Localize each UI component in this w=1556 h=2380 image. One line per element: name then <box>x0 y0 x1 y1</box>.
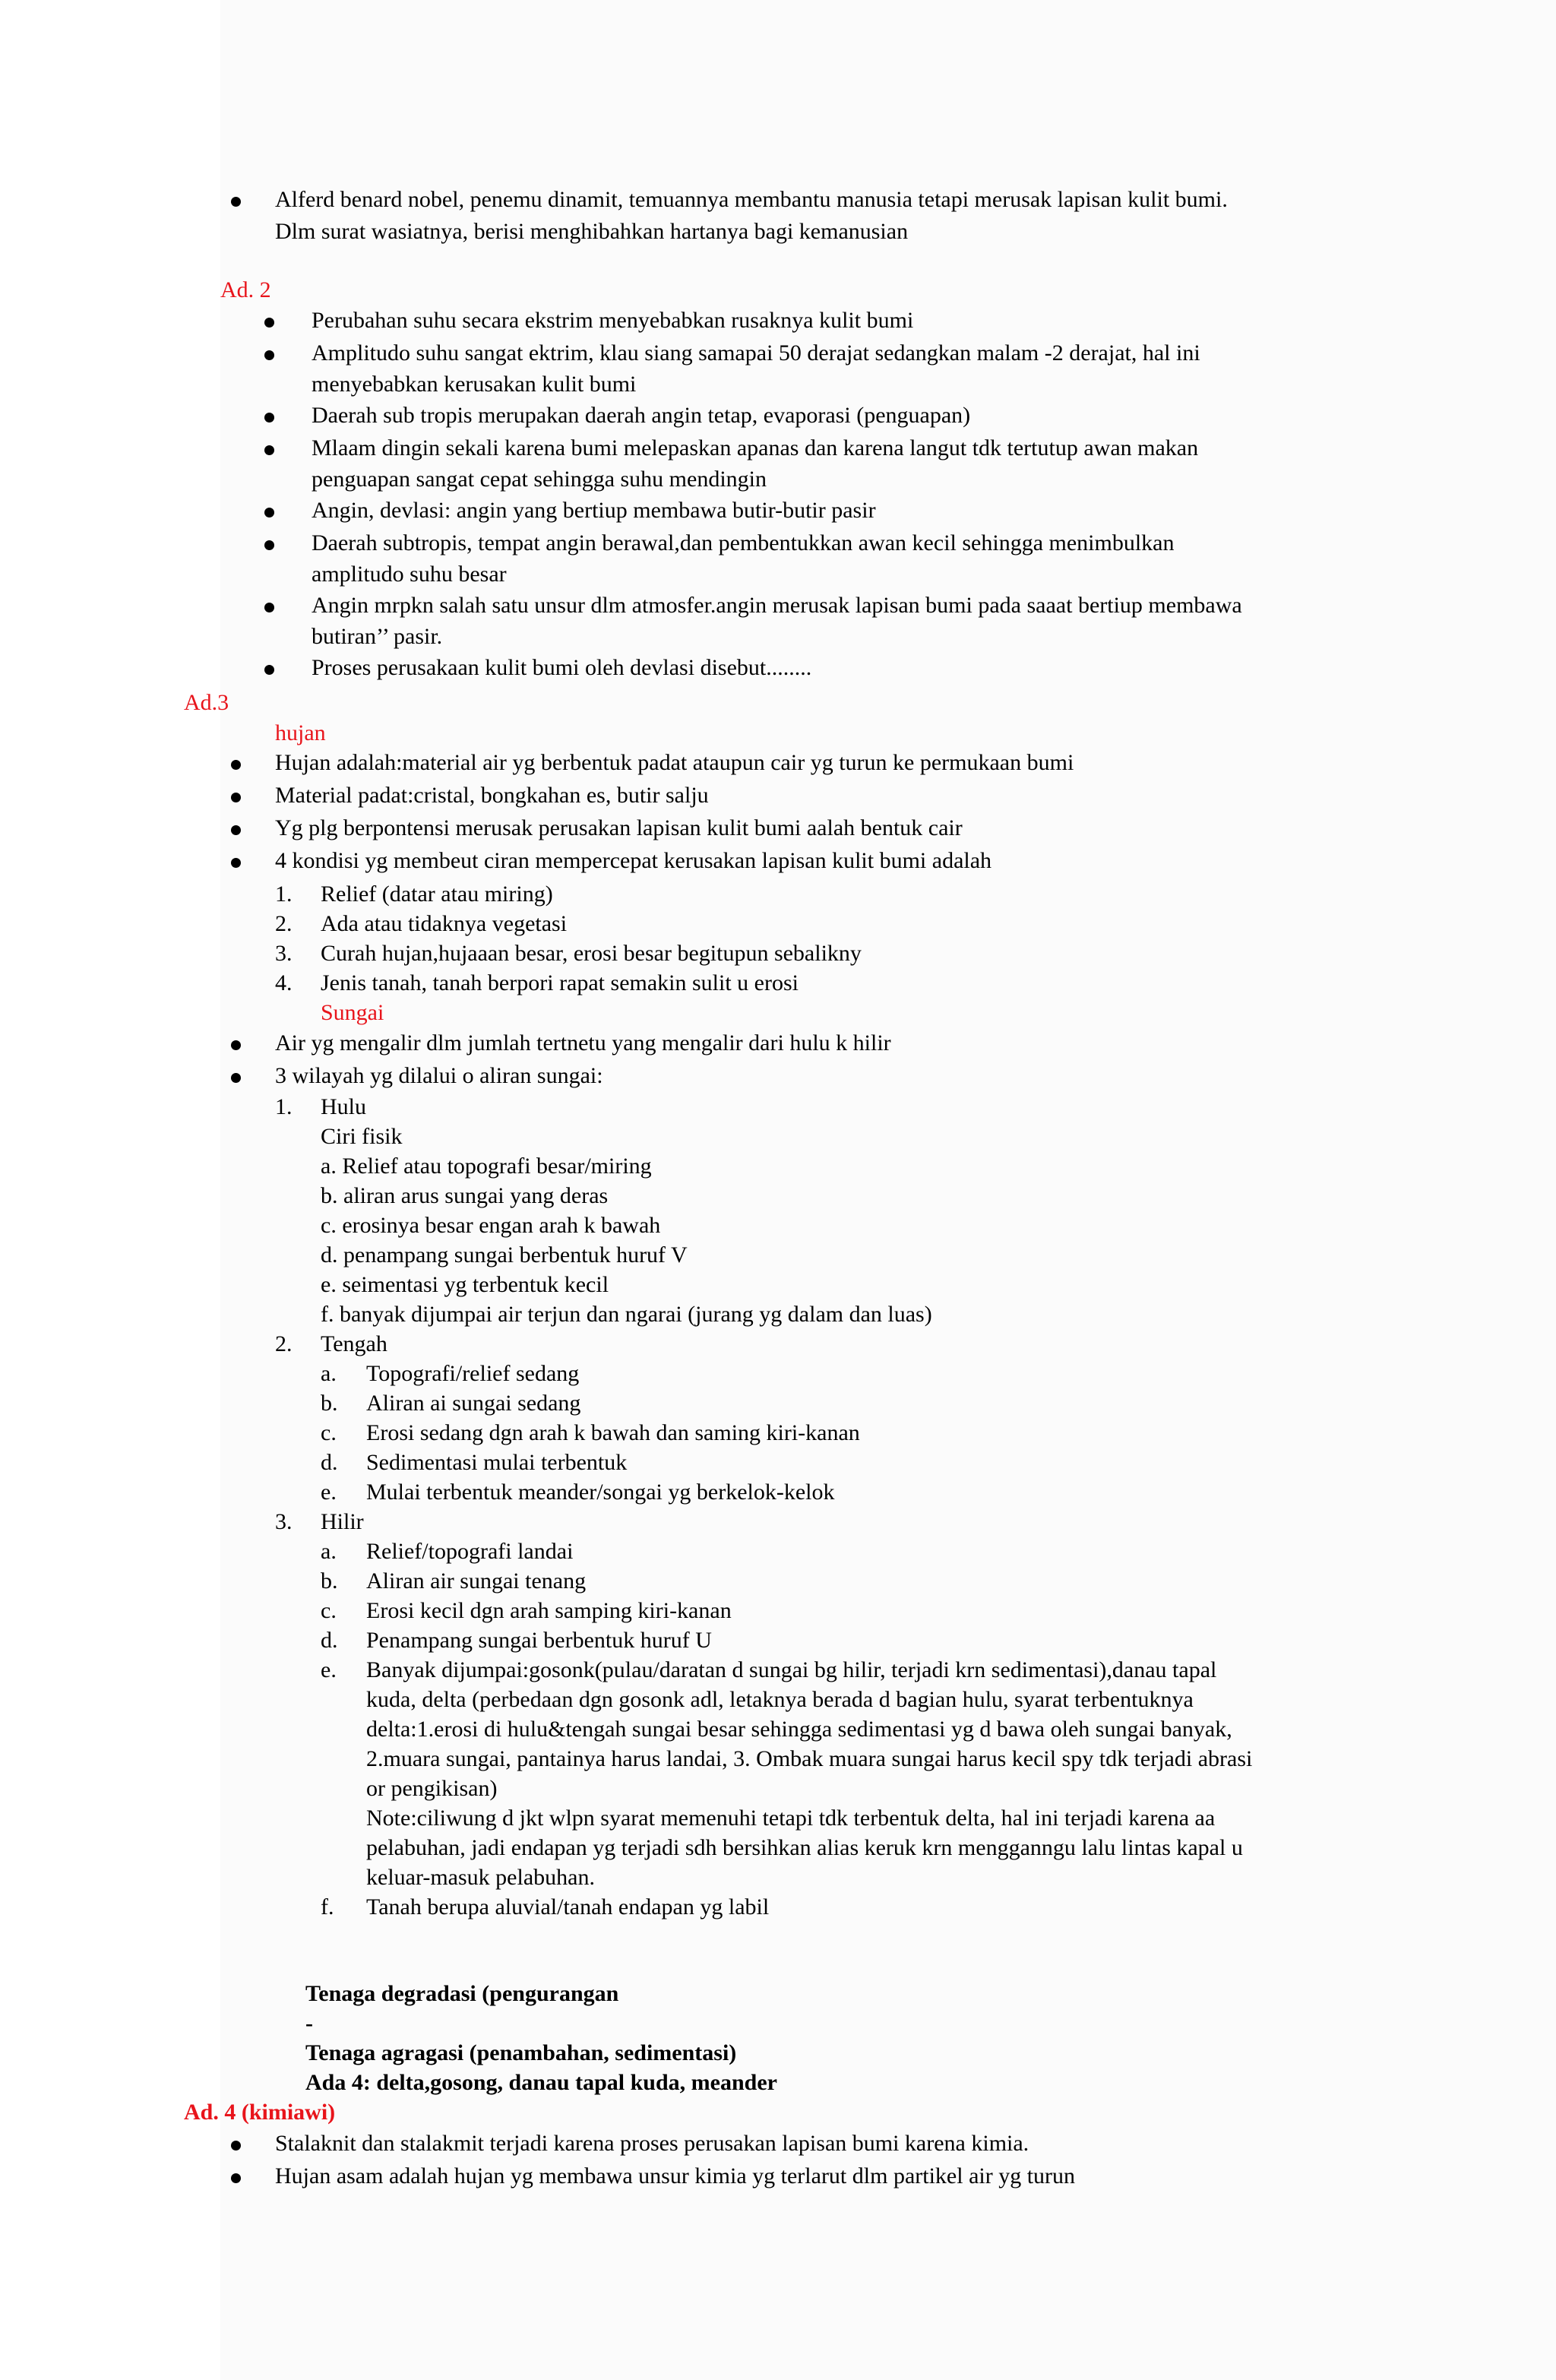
tengah-num: 2. <box>275 1331 293 1356</box>
hilir-letter: d. <box>321 1628 338 1653</box>
kondisi-num-3: 3. <box>275 941 293 966</box>
hilir-e-note: keluar-masuk pelabuhan. <box>366 1865 595 1890</box>
hulu-title: Hulu <box>321 1094 366 1119</box>
ad4-heading: Ad. 4 (kimiawi) <box>184 2100 336 2125</box>
tengah-text: Mulai terbentuk meander/songai yg berkelok-kelok <box>366 1480 835 1505</box>
ad2-item-8: Proses perusakaan kulit bumi oleh devlasi disebut........ <box>312 655 812 680</box>
sungai-label: Sungai <box>321 1000 384 1025</box>
hilir-text: Aliran air sungai tenang <box>366 1568 587 1594</box>
intro-line-1: Alferd benard nobel, penemu dinamit, temuannya membantu manusia tetapi merusak lapisan kulit bumi. <box>275 187 1228 212</box>
bullet-icon <box>231 197 241 207</box>
kondisi-text-1: Relief (datar atau miring) <box>321 881 553 907</box>
tengah-letter: c. <box>321 1420 337 1445</box>
hilir-e-line: delta:1.erosi di hulu&tengah sungai besar sehingga sedimentasi yg d bawa oleh sungai banyak, <box>366 1717 1232 1742</box>
hulu-num: 1. <box>275 1094 293 1119</box>
ad2-item-1: Perubahan suhu secara ekstrim menyebabkan rusaknya kulit bumi <box>312 308 914 333</box>
tenaga-agragasi: Tenaga agragasi (penambahan, sedimentasi) <box>305 2040 737 2065</box>
bullet-icon <box>264 318 274 328</box>
hilir-e-note: pelabuhan, jadi endapan yg terjadi sdh bersihkan alias keruk krn mengganngu lalu lintas kapal u <box>366 1835 1243 1860</box>
hilir-e-line: Banyak dijumpai:gosonk(pulau/daratan d sungai bg hilir, terjadi krn sedimentasi),danau tapal <box>366 1657 1217 1682</box>
ad4-item-2: Hujan asam adalah hujan yg membawa unsur kimia yg terlarut dlm partikel air yg turun <box>275 2163 1076 2189</box>
bullet-icon <box>264 603 274 612</box>
hujan-item-4: 4 kondisi yg membeut ciran mempercepat kerusakan lapisan kulit bumi adalah <box>275 848 992 873</box>
hilir-e-note: Note:ciliwung d jkt wlpn syarat memenuhi tetapi tdk terbentuk delta, hal ini terjadi karena aa <box>366 1806 1216 1831</box>
bullet-icon <box>231 2173 241 2183</box>
bullet-icon <box>231 1040 241 1050</box>
kondisi-text-2: Ada atau tidaknya vegetasi <box>321 911 568 936</box>
hilir-e-line: 2.muara sungai, pantainya harus landai, 3. Ombak muara sungai harus kecil spy tdk terjadi abrasi <box>366 1746 1253 1771</box>
ad2-item-4-line-1: Mlaam dingin sekali karena bumi melepaskan apanas dan karena langut tdk tertutup awan makan <box>312 435 1199 460</box>
hilir-e-line: kuda, delta (perbedaan dgn gosonk adl, letaknya berada d bagian hulu, syarat terbentuknya <box>366 1687 1194 1712</box>
tenaga-dash: - <box>305 2011 313 2036</box>
kondisi-num-1: 1. <box>275 881 293 907</box>
ad2-item-6-line-2: amplitudo suhu besar <box>312 562 507 587</box>
bullet-icon <box>264 540 274 550</box>
tenaga-degradasi: Tenaga degradasi (pengurangan <box>305 1981 619 2006</box>
kondisi-num-2: 2. <box>275 911 293 936</box>
bullet-icon <box>231 2141 241 2151</box>
tengah-text: Topografi/relief sedang <box>366 1361 580 1386</box>
ad2-heading: Ad. 2 <box>220 277 271 302</box>
ad2-item-2-line-1: Amplitudo suhu sangat ektrim, klau siang samapai 50 derajat sedangkan malam -2 derajat, hal ini <box>312 340 1200 366</box>
hulu-subtitle: Ciri fisik <box>321 1124 403 1149</box>
tenaga-ada4: Ada 4: delta,gosong, danau tapal kuda, meander <box>305 2070 777 2095</box>
bullet-icon <box>264 508 274 517</box>
ad2-item-7-line-1: Angin mrpkn salah satu unsur dlm atmosfer.angin merusak lapisan bumi pada saaat bertiup membawa <box>312 593 1242 618</box>
bullet-icon <box>264 413 274 423</box>
kondisi-text-4: Jenis tanah, tanah berpori rapat semakin sulit u erosi <box>321 970 799 995</box>
hilir-letter: b. <box>321 1568 338 1594</box>
tengah-text: Aliran ai sungai sedang <box>366 1391 581 1416</box>
hulu-line: d. penampang sungai berbentuk huruf V <box>321 1242 688 1268</box>
ad2-item-3: Daerah sub tropis merupakan daerah angin tetap, evaporasi (penguapan) <box>312 403 971 428</box>
bullet-icon <box>264 350 274 360</box>
bullet-icon <box>231 760 241 770</box>
sungai-item-1: Air yg mengalir dlm jumlah tertnetu yang mengalir dari hulu k hilir <box>275 1030 891 1055</box>
ad2-item-5: Angin, devlasi: angin yang bertiup membawa butir-butir pasir <box>312 498 876 523</box>
ad3-heading: Ad.3 <box>184 690 229 715</box>
kondisi-num-4: 4. <box>275 970 293 995</box>
hulu-line: e. seimentasi yg terbentuk kecil <box>321 1272 609 1297</box>
hilir-text: Penampang sungai berbentuk huruf U <box>366 1628 712 1653</box>
tengah-letter: d. <box>321 1450 338 1475</box>
tengah-text: Erosi sedang dgn arah k bawah dan saming kiri-kanan <box>366 1420 860 1445</box>
tengah-letter: e. <box>321 1480 337 1505</box>
ad2-item-4-line-2: penguapan sangat cepat sehingga suhu mendingin <box>312 467 767 492</box>
hilir-text: Relief/topografi landai <box>366 1539 574 1564</box>
hulu-line: b. aliran arus sungai yang deras <box>321 1183 609 1208</box>
bullet-icon <box>231 858 241 868</box>
hujan-item-2: Material padat:cristal, bongkahan es, butir salju <box>275 783 709 808</box>
tengah-letter: b. <box>321 1391 338 1416</box>
hujan-item-1: Hujan adalah:material air yg berbentuk padat ataupun cair yg turun ke permukaan bumi <box>275 750 1074 775</box>
ad2-item-6-line-1: Daerah subtropis, tempat angin berawal,dan pembentukkan awan kecil sehingga menimbulkan <box>312 530 1175 555</box>
ad2-item-7-line-2: butiran’’ pasir. <box>312 624 443 649</box>
hilir-num: 3. <box>275 1509 293 1534</box>
tengah-title: Tengah <box>321 1331 387 1356</box>
bullet-icon <box>264 665 274 675</box>
hulu-line: c. erosinya besar engan arah k bawah <box>321 1213 661 1238</box>
hilir-letter: c. <box>321 1598 337 1623</box>
ad2-item-2-line-2: menyebabkan kerusakan kulit bumi <box>312 372 637 397</box>
tengah-letter: a. <box>321 1361 337 1386</box>
bullet-icon <box>264 445 274 455</box>
ad4-item-1: Stalaknit dan stalakmit terjadi karena proses perusakan lapisan bumi karena kimia. <box>275 2131 1029 2156</box>
bullet-icon <box>231 825 241 835</box>
hujan-label: hujan <box>275 720 326 745</box>
kondisi-text-3: Curah hujan,hujaaan besar, erosi besar begitupun sebalikny <box>321 941 862 966</box>
sungai-item-2: 3 wilayah yg dilalui o aliran sungai: <box>275 1063 603 1088</box>
bullet-icon <box>231 793 241 802</box>
hulu-line: f. banyak dijumpai air terjun dan ngarai (jurang yg dalam dan luas) <box>321 1302 932 1327</box>
intro-line-2: Dlm surat wasiatnya, berisi menghibahkan hartanya bagi kemanusian <box>275 219 909 244</box>
hilir-e-letter: e. <box>321 1657 337 1682</box>
hilir-e-line: or pengikisan) <box>366 1776 498 1801</box>
tengah-text: Sedimentasi mulai terbentuk <box>366 1450 628 1475</box>
hilir-title: Hilir <box>321 1509 364 1534</box>
hilir-text: Erosi kecil dgn arah samping kiri-kanan <box>366 1598 732 1623</box>
bullet-icon <box>231 1073 241 1083</box>
hilir-f-text: Tanah berupa aluvial/tanah endapan yg labil <box>366 1894 770 1920</box>
hilir-letter: a. <box>321 1539 337 1564</box>
hulu-line: a. Relief atau topografi besar/miring <box>321 1154 652 1179</box>
hilir-f-letter: f. <box>321 1894 334 1920</box>
hujan-item-3: Yg plg berpontensi merusak perusakan lapisan kulit bumi aalah bentuk cair <box>275 815 963 840</box>
